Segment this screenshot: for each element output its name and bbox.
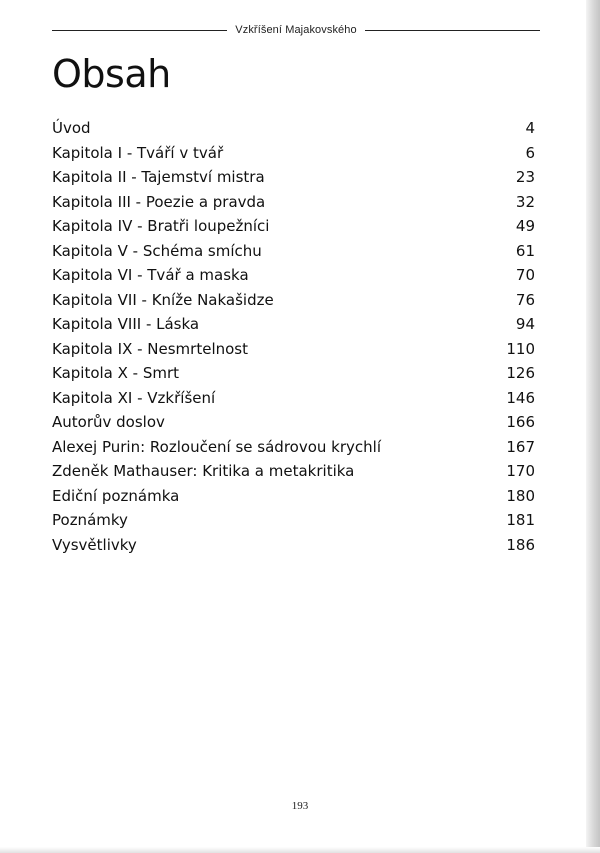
toc-entry-page: 170 — [506, 462, 535, 480]
toc-entry — [52, 533, 535, 558]
toc-entry — [52, 116, 535, 141]
toc-entry-title: Ediční poznámka — [52, 486, 180, 505]
toc-entry — [52, 435, 535, 460]
page-edge-shadow — [586, 0, 600, 853]
toc-entry-page: 76 — [515, 290, 535, 309]
toc-entry-page: 6 — [525, 143, 535, 162]
toc-entry-title: Kapitola VI - Tvář a maska — [52, 266, 249, 284]
toc-entry-page: 186 — [506, 535, 535, 554]
page-number: 193 — [291, 800, 309, 812]
toc-entry-title: Kapitola X - Smrt — [52, 364, 180, 382]
toc-entry-page: 49 — [515, 217, 535, 235]
toc-entry-title: Kapitola IX - Nesmrtelnost — [52, 339, 248, 358]
toc-entry-title: Kapitola II - Tajemství mistra — [52, 168, 265, 186]
toc-entry-title: Kapitola III - Poezie a pravda — [52, 192, 266, 211]
toc-entry — [52, 410, 535, 435]
toc-entry — [52, 508, 535, 533]
header-rule-right — [365, 30, 540, 31]
toc-entry-page: 167 — [506, 437, 535, 456]
toc-entry-title: Kapitola VIII - Láska — [52, 315, 200, 333]
toc-entry-page: 94 — [515, 315, 535, 333]
toc-entry — [52, 361, 535, 386]
running-header — [52, 24, 540, 36]
toc-entry-page: 126 — [506, 364, 535, 382]
toc-entry-page: 32 — [515, 192, 535, 211]
toc-entry — [52, 459, 535, 484]
toc-entry — [52, 239, 535, 264]
running-title: Vzkříšení Majakovského — [235, 24, 357, 36]
table-of-contents — [52, 116, 535, 557]
toc-entry-title: Kapitola XI - Vzkříšení — [52, 388, 216, 407]
toc-entry — [52, 165, 535, 190]
toc-entry-page: 146 — [506, 388, 535, 407]
toc-entry-title: Poznámky — [52, 511, 128, 529]
toc-entry — [52, 141, 535, 166]
toc-entry — [52, 312, 535, 337]
toc-entry-page: 4 — [525, 119, 535, 137]
toc-entry-page: 180 — [506, 486, 535, 505]
header-rule-left — [52, 30, 227, 31]
toc-entry — [52, 484, 535, 509]
toc-entry-title: Zdeněk Mathauser: Kritika a metakritika — [52, 462, 355, 480]
toc-entry-title: Vysvětlivky — [52, 535, 137, 554]
toc-entry-title: Kapitola I - Tváří v tvář — [52, 143, 224, 162]
toc-entry-page: 61 — [515, 241, 535, 260]
toc-entry-page: 23 — [515, 168, 535, 186]
toc-entry-page: 110 — [506, 339, 535, 358]
toc-entry — [52, 190, 535, 215]
toc-entry-page: 181 — [506, 511, 535, 529]
toc-entry — [52, 337, 535, 362]
page-bottom-shadow — [0, 847, 600, 853]
toc-entry — [52, 386, 535, 411]
toc-entry-page: 70 — [515, 266, 535, 284]
toc-entry — [52, 214, 535, 239]
page-title: Obsah — [52, 52, 171, 96]
toc-entry-title: Kapitola IV - Bratři loupežníci — [52, 217, 270, 235]
toc-entry — [52, 263, 535, 288]
toc-entry-title: Kapitola VII - Kníže Nakašidze — [52, 290, 274, 309]
toc-entry-title: Alexej Purin: Rozloučení se sádrovou krychlí — [52, 437, 381, 456]
toc-entry-page: 166 — [506, 413, 535, 431]
toc-entry — [52, 288, 535, 313]
toc-entry-title: Úvod — [52, 119, 91, 137]
toc-entry-title: Kapitola V - Schéma smíchu — [52, 241, 262, 260]
toc-entry-title: Autorův doslov — [52, 413, 165, 431]
